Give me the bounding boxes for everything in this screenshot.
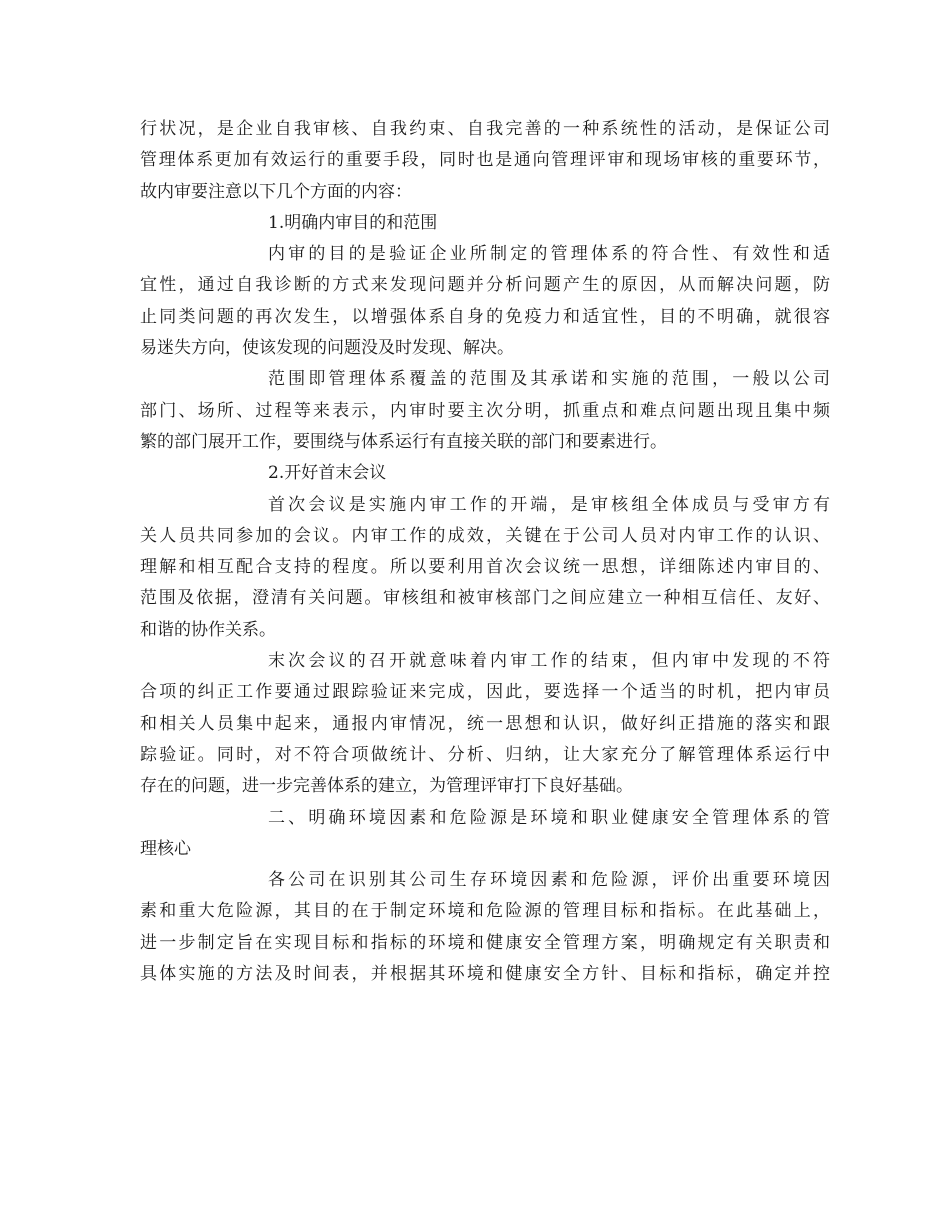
text-line: 范围即管理体系覆盖的范围及其承诺和实施的范围，一般以公司	[268, 369, 830, 390]
text-line: 理核心	[140, 838, 191, 859]
text-line: 末次会议的召开就意味着内审工作的结束，但内审中发现的不符	[268, 651, 830, 672]
text-line: 内审的目的是验证企业所制定的管理体系的符合性、有效性和适	[268, 244, 830, 265]
text-line: 素和重大危险源，其目的在于制定环境和危险源的管理目标和指标。在此基础上，	[140, 901, 830, 922]
text-line: 进一步制定旨在实现目标和指标的环境和健康安全管理方案，明确规定有关职责和	[140, 932, 830, 953]
text-line: 范围及依据，澄清有关问题。审核组和被审核部门之间应建立一种相互信任、友好、	[140, 588, 830, 609]
text-line: 理解和相互配合支持的程度。所以要利用首次会议统一思想，详细陈述内审目的、	[140, 557, 830, 578]
text-line: 各公司在识别其公司生存环境因素和危险源，评价出重要环境因	[268, 870, 830, 891]
text-line: 具体实施的方法及时间表，并根据其环境和健康安全方针、目标和指标，确定并控	[140, 964, 830, 985]
text-line: 管理体系更加有效运行的重要手段，同时也是通向管理评审和现场审核的重要环节，	[140, 150, 830, 171]
text-line: 二、明确环境因素和危险源是环境和职业健康安全管理体系的管	[268, 807, 830, 828]
text-line: 行状况，是企业自我审核、自我约束、自我完善的一种系统性的活动，是保证公司	[140, 119, 830, 139]
text-line: 繁的部门展开工作，要围绕与体系运行有直接关联的部门和要素进行。	[140, 431, 667, 452]
text-line: 宜性，通过自我诊断的方式来发现问题并分析问题产生的原因，从而解决问题，防	[140, 275, 830, 296]
text-line: 首次会议是实施内审工作的开端，是审核组全体成员与受审方有	[268, 494, 830, 515]
text-line: 故内审要注意以下几个方面的内容：	[140, 181, 412, 202]
text-line: 2.开好首末会议	[268, 463, 387, 484]
text-line: 易迷失方向，使该发现的问题没及时发现、解决。	[140, 338, 514, 359]
text-line: 和相关人员集中起来，通报内审情况，统一思想和认识，做好纠正措施的落实和跟	[140, 713, 830, 734]
text-line: 1.明确内审目的和范围	[268, 212, 438, 233]
text-line: 踪验证。同时，对不符合项做统计、分析、归纳，让大家充分了解管理体系运行中	[140, 744, 830, 765]
document-body	[140, 114, 830, 990]
text-line: 和谐的协作关系。	[140, 619, 276, 640]
text-line: 合项的纠正工作要通过跟踪验证来完成，因此，要选择一个适当的时机，把内审员	[140, 682, 830, 703]
text-line: 存在的问题，进一步完善体系的建立，为管理评审打下良好基础。	[140, 776, 633, 797]
text-line: 关人员共同参加的会议。内审工作的成效，关键在于公司人员对内审工作的认识、	[140, 525, 830, 546]
text-line: 止同类问题的再次发生，以增强体系自身的免疫力和适宜性，目的不明确，就很容	[140, 306, 830, 327]
text-line: 部门、场所、过程等来表示，内审时要主次分明，抓重点和难点问题出现且集中频	[140, 400, 830, 421]
